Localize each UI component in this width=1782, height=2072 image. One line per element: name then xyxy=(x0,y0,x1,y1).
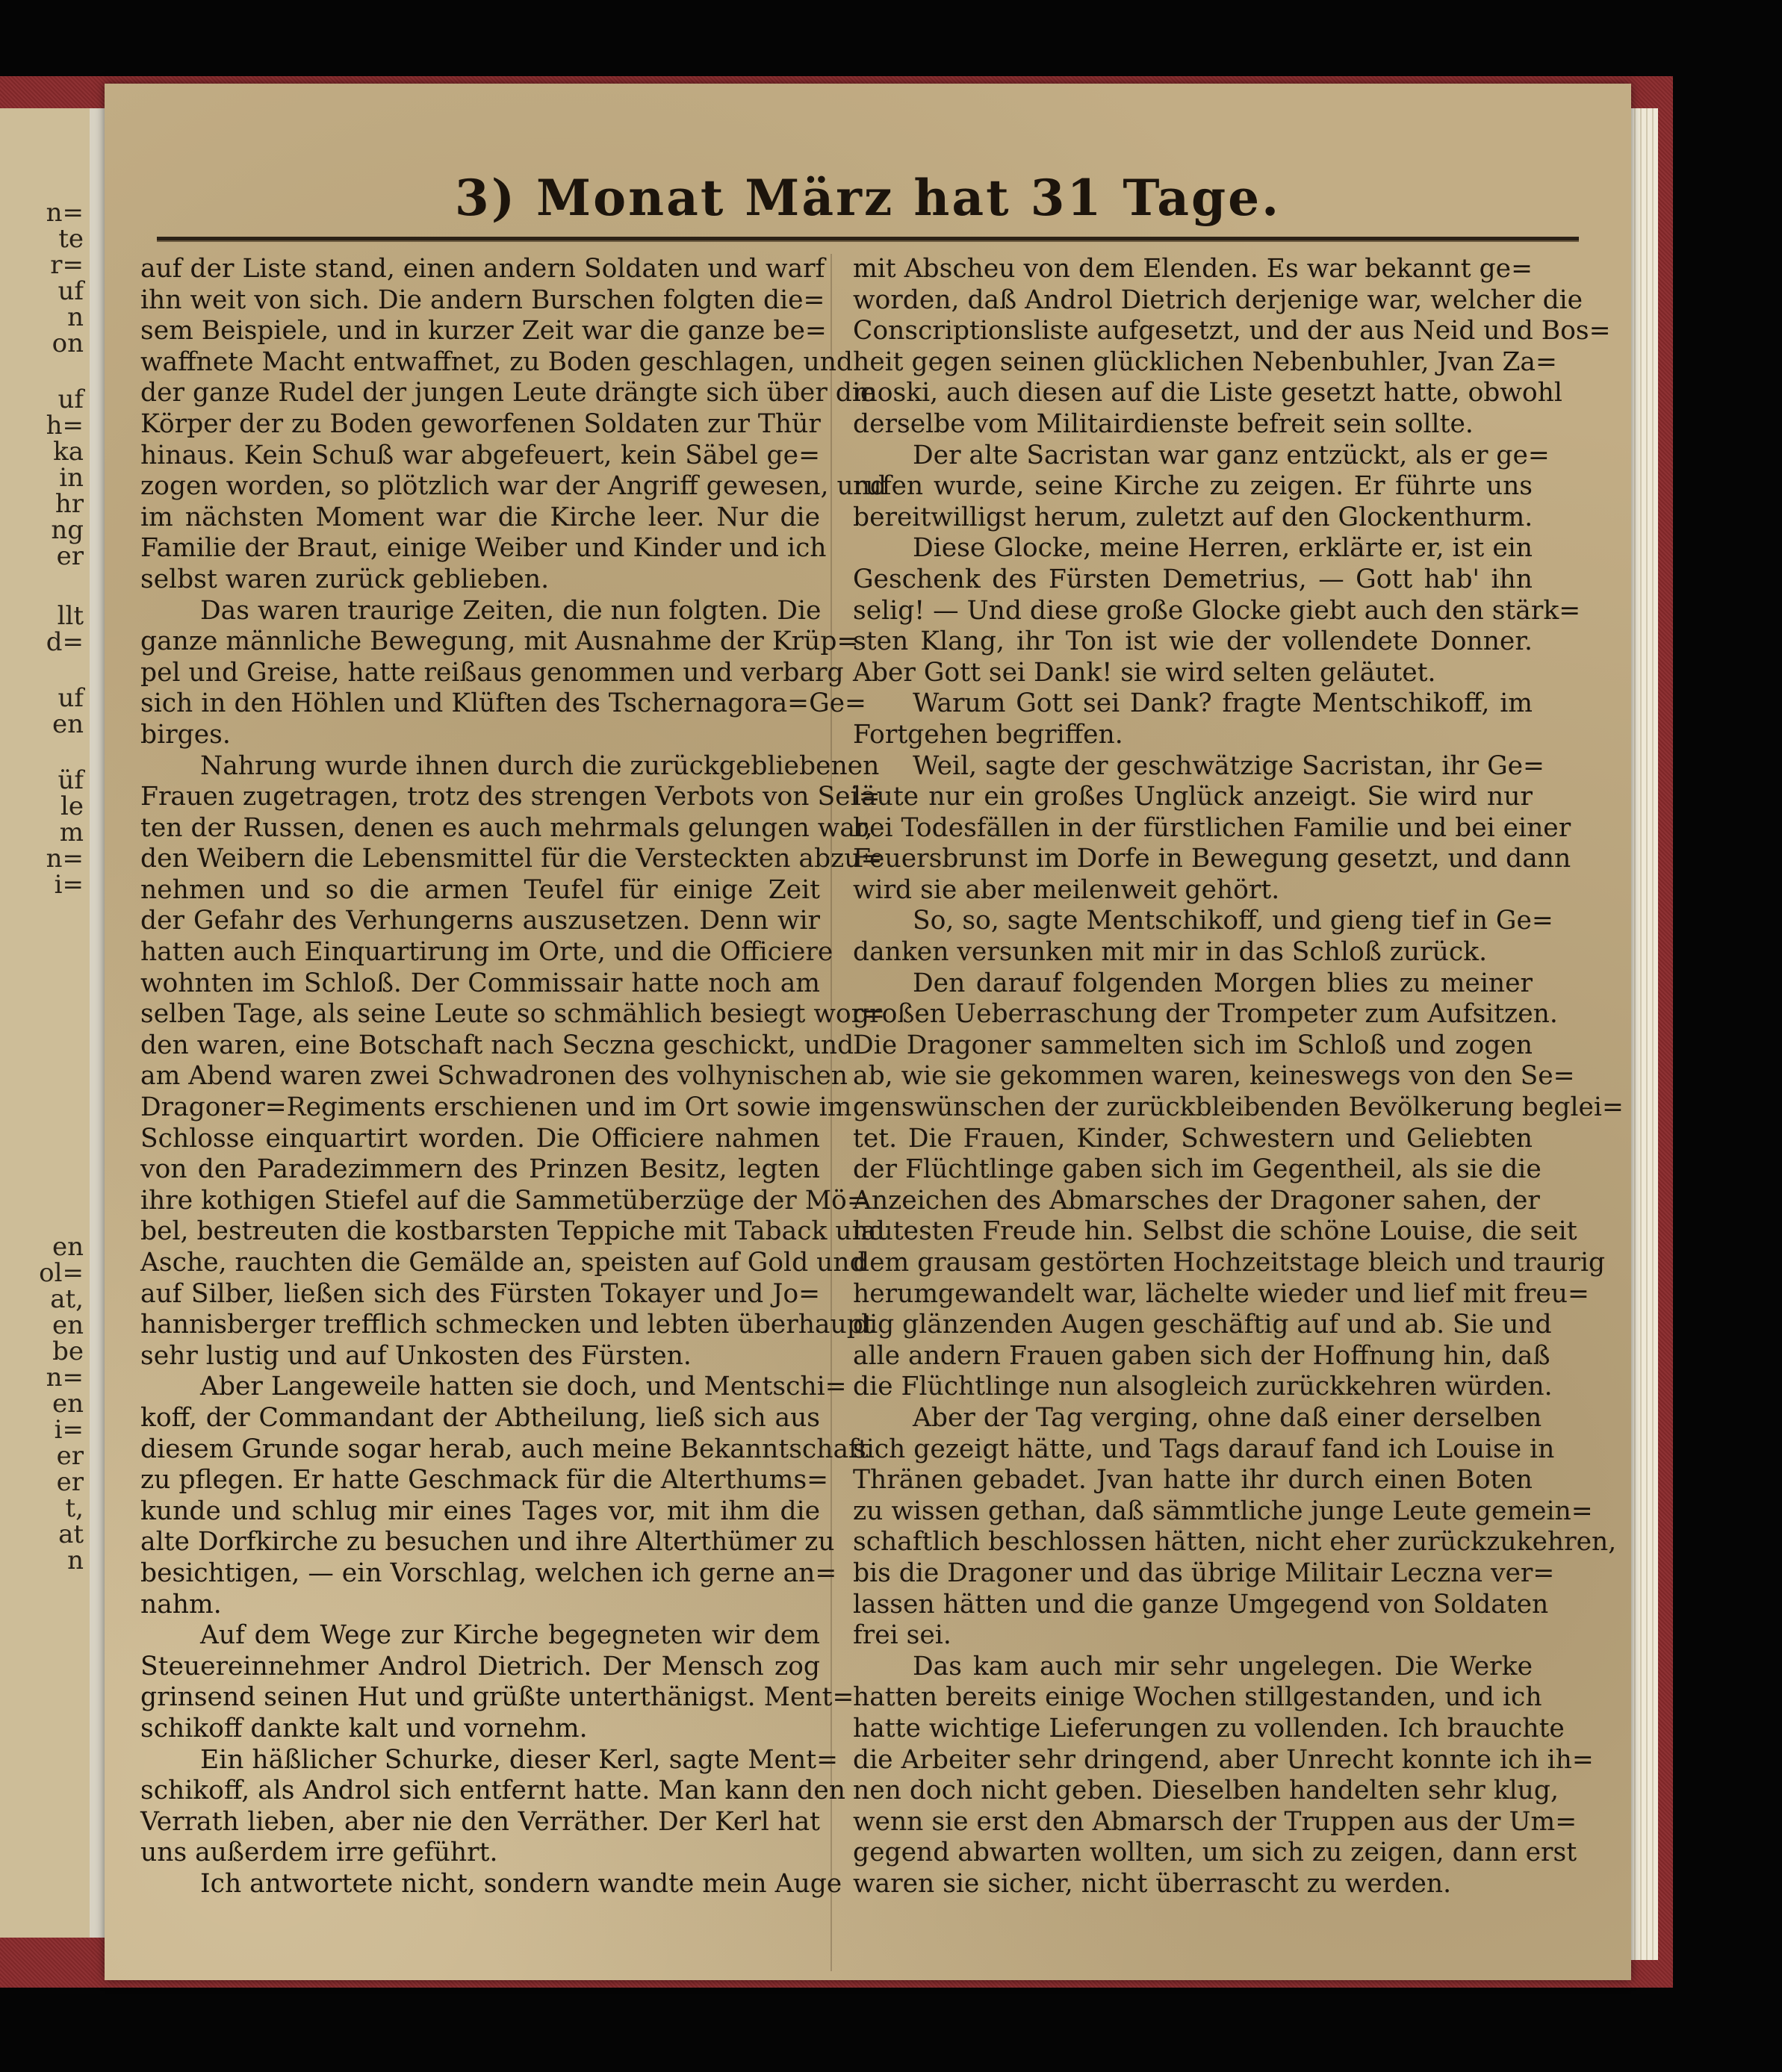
text-line: Ich antwortete nicht, sondern wandte mein Auge xyxy=(200,1868,842,1899)
text-line: großen Ueberraschung der Trompeter zum Aufsitzen. xyxy=(853,999,1558,1030)
text-line: pel und Greise, hatte reißaus genommen und verbarg xyxy=(140,657,844,688)
left-page-text: llt xyxy=(57,601,84,631)
text-line: die Arbeiter sehr dringend, aber Unrecht konnte ich ih= xyxy=(853,1744,1594,1775)
text-line: der ganze Rudel der jungen Leute drängte sich über die xyxy=(140,378,876,408)
text-line: worden, daß Androl Dietrich derjenige war, welcher die xyxy=(853,284,1583,315)
left-page-text: in xyxy=(59,463,84,493)
text-line: wohnten im Schloß. Der Commissair hatte noch am xyxy=(140,968,820,998)
left-page-text: d= xyxy=(46,627,84,657)
text-line: Verrath lieben, aber nie den Verräther. Der Kerl hat xyxy=(140,1806,820,1837)
text-line: Aber Gott sei Dank! sie wird selten geläutet. xyxy=(853,657,1436,688)
text-line: hinaus. Kein Schuß war abgefeuert, kein Säbel ge= xyxy=(140,440,820,470)
text-line: Den darauf folgenden Morgen blies zu meiner xyxy=(913,968,1533,998)
text-line: dem grausam gestörten Hochzeitstage bleich und traurig xyxy=(853,1248,1606,1278)
left-page-text: er xyxy=(56,1441,84,1471)
left-page-text: n= xyxy=(46,844,84,874)
text-line: die Flüchtlinge nun alsogleich zurückkehren würden. xyxy=(853,1372,1553,1402)
left-page-fragment xyxy=(0,108,90,1938)
text-line: tet. Die Frauen, Kinder, Schwestern und Geliebten xyxy=(853,1123,1533,1154)
text-line: bis die Dragoner und das übrige Militair Leczna ver= xyxy=(853,1558,1555,1588)
text-line: bereitwilligst herum, zuletzt auf den Glockenthurm. xyxy=(853,502,1533,532)
text-line: derselbe vom Militairdienste befreit sein sollte. xyxy=(853,408,1474,439)
text-line: den Weibern die Lebensmittel für die Versteckten abzu= xyxy=(140,844,883,874)
left-page-text: hr xyxy=(55,489,84,519)
text-line: Die Dragoner sammelten sich im Schloß und zogen xyxy=(853,1030,1533,1060)
left-page-text: on xyxy=(52,329,84,358)
text-line: sich in den Höhlen und Klüften des Tschernagora=Ge= xyxy=(140,688,866,719)
text-line: danken versunken mit mir in das Schloß zurück. xyxy=(853,937,1488,968)
text-line: hatten auch Einquartirung im Orte, und die Officiere xyxy=(140,937,833,968)
text-line: auf der Liste stand, einen andern Soldaten und warf xyxy=(140,254,825,284)
text-line: nen doch nicht geben. Dieselben handelten sehr klug, xyxy=(853,1776,1559,1806)
text-line: herumgewandelt war, lächelte wieder und lief mit freu= xyxy=(853,1278,1589,1309)
text-line: ihn weit von sich. Die andern Burschen folgten die= xyxy=(140,284,825,315)
text-line: lautesten Freude hin. Selbst die schöne Louise, die seit xyxy=(853,1216,1577,1247)
text-line: birges. xyxy=(140,719,231,750)
text-line: Auf dem Wege zur Kirche begegneten wir dem xyxy=(200,1620,820,1651)
left-page-text: ol= xyxy=(39,1258,84,1288)
text-line: schikoff dankte kalt und vornehm. xyxy=(140,1713,588,1743)
left-page-text: at xyxy=(58,1519,84,1549)
text-line: Dragoner=Regiments erschienen und im Ort sowie im xyxy=(140,1092,852,1123)
text-line: ten der Russen, denen es auch mehrmals gelungen war, xyxy=(140,812,873,843)
text-line: selben Tage, als seine Leute so schmählich besiegt wor= xyxy=(140,999,886,1030)
text-line: grinsend seinen Hut und grüßte unterthänigst. Ment= xyxy=(140,1682,854,1713)
text-line: nahm. xyxy=(140,1589,222,1620)
left-page-text: be xyxy=(52,1337,84,1366)
text-line: Der alte Sacristan war ganz entzückt, als er ge= xyxy=(913,440,1550,470)
left-page-text: r= xyxy=(50,250,84,280)
left-page-text: en xyxy=(52,1232,84,1262)
text-line: Steuereinnehmer Androl Dietrich. Der Mensch zog xyxy=(140,1651,820,1681)
text-line: im nächsten Moment war die Kirche leer. Nur die xyxy=(140,502,820,532)
text-line: Geschenk des Fürsten Demetrius, — Gott hab' ihn xyxy=(853,564,1533,594)
left-page-text: n= xyxy=(46,198,84,228)
text-line: zu wissen gethan, daß sämmtliche junge Leute gemein= xyxy=(853,1496,1593,1526)
left-page-text: er xyxy=(56,1467,84,1497)
left-column xyxy=(140,254,887,1900)
text-line: frei sei. xyxy=(853,1620,951,1651)
text-line: zogen worden, so plötzlich war der Angriff gewesen, und xyxy=(140,471,887,502)
left-page-text: ng xyxy=(51,515,84,545)
left-page-text: uf xyxy=(58,683,84,713)
text-line: Conscriptionsliste aufgesetzt, und der aus Neid und Bos= xyxy=(853,316,1611,346)
text-line: zu pflegen. Er hatte Geschmack für die Alterthums= xyxy=(140,1465,829,1496)
text-line: Warum Gott sei Dank? fragte Mentschikoff, im xyxy=(913,688,1533,719)
left-page-text: n xyxy=(67,1546,84,1575)
text-line: hatte wichtige Lieferungen zu vollenden. Ich brauchte xyxy=(853,1713,1565,1743)
text-line: bel, bestreuten die kostbarsten Teppiche mit Taback und xyxy=(140,1216,885,1247)
left-page-text: h= xyxy=(46,411,84,441)
text-line: der Gefahr des Verhungerns auszusetzen. Denn wir xyxy=(140,906,820,936)
text-line: Asche, rauchten die Gemälde an, speisten auf Gold und xyxy=(140,1248,866,1278)
text-line: ihre kothigen Stiefel auf die Sammetüberzüge der Mö= xyxy=(140,1185,869,1216)
column-divider xyxy=(831,254,832,1971)
book-gutter xyxy=(90,108,105,1938)
text-line: rufen wurde, seine Kirche zu zeigen. Er führte uns xyxy=(853,471,1533,502)
text-line: Diese Glocke, meine Herren, erklärte er, ist ein xyxy=(913,533,1533,564)
text-line: nehmen und so die armen Teufel für einige Zeit xyxy=(140,874,820,905)
text-line: alte Dorfkirche zu besuchen und ihre Alterthümer zu xyxy=(140,1527,835,1558)
text-line: wird sie aber meilenweit gehört. xyxy=(853,874,1280,905)
text-line: am Abend waren zwei Schwadronen des volhynischen xyxy=(140,1061,848,1092)
text-line: Thränen gebadet. Jvan hatte ihr durch einen Boten xyxy=(853,1465,1533,1496)
text-line: Schlosse einquartirt worden. Die Officiere nahmen xyxy=(140,1123,820,1154)
text-line: mit Abscheu von dem Elenden. Es war bekannt ge= xyxy=(853,254,1533,284)
text-line: Körper der zu Boden geworfenen Soldaten zur Thür xyxy=(140,408,821,439)
text-line: ganze männliche Bewegung, mit Ausnahme der Krüp= xyxy=(140,626,859,657)
left-page-text: at, xyxy=(50,1284,84,1314)
text-line: Das kam auch mir sehr ungelegen. Die Werke xyxy=(913,1651,1533,1681)
left-page-text: ka xyxy=(53,437,84,467)
text-line: hatten bereits einige Wochen stillgestanden, und ich xyxy=(853,1682,1542,1713)
left-page-text: n= xyxy=(46,1363,84,1393)
text-line: genswünschen der zurückbleibenden Bevölkerung beglei= xyxy=(853,1092,1624,1123)
text-line: besichtigen, — ein Vorschlag, welchen ich gerne an= xyxy=(140,1558,837,1588)
text-line: selig! — Und diese große Glocke giebt auch den stärk= xyxy=(853,595,1581,626)
text-line: lassen hätten und die ganze Umgegend von Soldaten xyxy=(853,1589,1549,1620)
text-line: sten Klang, ihr Ton ist wie der vollendete Donner. xyxy=(853,626,1533,657)
text-line: sich gezeigt hätte, und Tags darauf fand ich Louise in xyxy=(853,1434,1555,1464)
text-line: heit gegen seinen glücklichen Nebenbuhler, Jvan Za= xyxy=(853,346,1557,377)
text-line: waffnete Macht entwaffnet, zu Boden geschlagen, und xyxy=(140,346,854,377)
left-page-text: en xyxy=(52,1389,84,1419)
text-line: kunde und schlug mir eines Tages vor, mit ihm die xyxy=(140,1496,820,1526)
text-line: moski, auch diesen auf die Liste gesetzt hatte, obwohl xyxy=(853,378,1562,408)
text-line: Ein häßlicher Schurke, dieser Kerl, sagte Ment= xyxy=(200,1744,839,1775)
left-page-text: üf xyxy=(58,765,84,795)
text-line: gegend abwarten wollten, um sich zu zeigen, dann erst xyxy=(853,1838,1577,1868)
text-line: bei Todesfällen in der fürstlichen Familie und bei einer xyxy=(853,812,1571,843)
text-line: Feuersbrunst im Dorfe in Bewegung gesetzt, und dann xyxy=(853,844,1571,874)
left-page-text: uf xyxy=(58,276,84,306)
text-line: der Flüchtlinge gaben sich im Gegentheil, als sie die xyxy=(853,1154,1542,1185)
text-line: Das waren traurige Zeiten, die nun folgten. Die xyxy=(200,595,822,626)
left-page-text: n xyxy=(67,302,84,332)
text-line: So, so, sagte Mentschikoff, und gieng tief in Ge= xyxy=(913,906,1553,936)
left-page-text: i= xyxy=(54,870,84,900)
text-line: Aber der Tag verging, ohne daß einer derselben xyxy=(913,1402,1542,1433)
text-line: Familie der Braut, einige Weiber und Kinder und ich xyxy=(140,533,827,564)
text-line: wenn sie erst den Abmarsch der Truppen aus der Um= xyxy=(853,1806,1577,1837)
text-line: diesem Grunde sogar herab, auch meine Bekanntschaft xyxy=(140,1434,869,1464)
text-line: sem Beispiele, und in kurzer Zeit war die ganze be= xyxy=(140,316,827,346)
left-page-text: er xyxy=(56,541,84,571)
left-page-text: i= xyxy=(54,1415,84,1445)
left-page-text: te xyxy=(58,224,84,254)
text-line: auf Silber, ließen sich des Fürsten Tokayer und Jo= xyxy=(140,1278,820,1309)
text-line: schikoff, als Androl sich entfernt hatte. Man kann den xyxy=(140,1776,845,1806)
text-line: hannisberger trefflich schmecken und lebten überhaupt xyxy=(140,1310,874,1340)
text-line: läute nur ein großes Unglück anzeigt. Sie wird nur xyxy=(853,782,1533,812)
text-line: Fortgehen begriffen. xyxy=(853,719,1123,750)
left-page-text: en xyxy=(52,709,84,739)
left-page-text: le xyxy=(60,791,84,821)
text-line: Aber Langeweile hatten sie doch, und Mentschi= xyxy=(200,1372,847,1402)
title-rule xyxy=(157,237,1579,242)
text-line: den waren, eine Botschaft nach Seczna geschickt, und xyxy=(140,1030,854,1060)
text-line: uns außerdem irre geführt. xyxy=(140,1838,498,1868)
text-line: dig glänzenden Augen geschäftig auf und ab. Sie und xyxy=(853,1310,1552,1340)
text-line: Frauen zugetragen, trotz des strengen Verbots von Sei= xyxy=(140,782,881,812)
text-line: schaftlich beschlossen hätten, nicht eher zurückzukehren, xyxy=(853,1527,1617,1558)
text-line: Nahrung wurde ihnen durch die zurückgebliebenen xyxy=(200,750,880,781)
calendar-page xyxy=(105,84,1631,1980)
text-line: sehr lustig und auf Unkosten des Fürsten. xyxy=(140,1340,692,1371)
text-line: Anzeichen des Abmarsches der Dragoner sahen, der xyxy=(853,1185,1540,1216)
text-line: selbst waren zurück geblieben. xyxy=(140,564,550,594)
text-line: alle andern Frauen gaben sich der Hoffnung hin, daß xyxy=(853,1340,1550,1371)
page-title: 3) Monat März hat 31 Tage. xyxy=(454,169,1282,227)
text-line: waren sie sicher, nicht überrascht zu werden. xyxy=(853,1868,1452,1899)
text-line: von den Paradezimmern des Prinzen Besitz, legten xyxy=(140,1154,820,1185)
left-page-text: uf xyxy=(58,385,84,414)
left-page-text: m xyxy=(59,818,84,847)
left-page-text: en xyxy=(52,1310,84,1340)
text-line: koff, der Commandant der Abtheilung, ließ sich aus xyxy=(140,1402,820,1433)
left-page-text: t, xyxy=(65,1493,84,1523)
text-line: Weil, sagte der geschwätzige Sacristan, ihr Ge= xyxy=(913,750,1544,781)
right-column xyxy=(853,254,1624,1900)
text-line: ab, wie sie gekommen waren, keineswegs von den Se= xyxy=(853,1061,1575,1092)
